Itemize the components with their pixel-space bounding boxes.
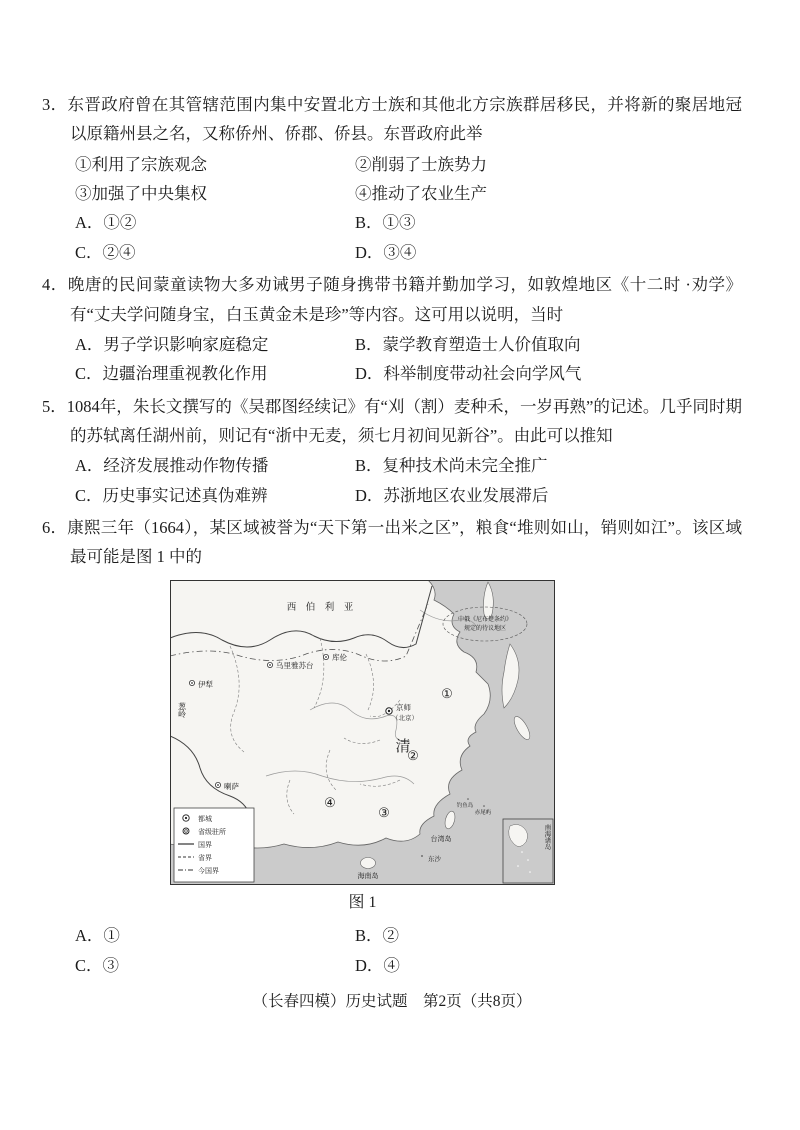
question-6-stem: [42, 513, 742, 572]
legend-province-border: 省界: [198, 853, 212, 862]
qing-dynasty-map: [170, 580, 555, 885]
legend-capital: 都城: [198, 814, 212, 823]
treaty-label-line1: 中俄《尼布楚条约》: [457, 616, 513, 623]
marker-3: ③: [378, 804, 390, 820]
choice-c: C．③: [75, 955, 120, 975]
question-5-choices-row-2: [42, 481, 742, 510]
marker-2: ②: [407, 747, 419, 763]
label-kulun: 库伦: [332, 652, 347, 662]
choice-d: D．③④: [355, 242, 417, 262]
legend-national-border: 国界: [198, 840, 212, 849]
question-4-choices-row-2: [42, 359, 742, 388]
question-4: [42, 270, 742, 388]
label-nanhai: 南海诸岛: [543, 823, 551, 850]
marker-1: ①: [441, 685, 453, 701]
question-5-number: 5．: [42, 396, 67, 416]
question-6-choices-row-2: [42, 951, 742, 980]
choice-a: A．经济发展推动作物传播: [75, 456, 269, 476]
label-yili: 伊犁: [198, 679, 213, 689]
label-congling: 葱岭: [177, 701, 187, 718]
choice-a: A．男子学识影响家庭稳定: [75, 334, 269, 354]
question-6-choices-row-1: [42, 921, 742, 950]
label-lasa: 喇萨: [224, 781, 239, 791]
question-4-choices-row-1: [42, 330, 742, 359]
subopt-2: ②削弱了士族势力: [355, 154, 487, 174]
subopt-3: ③加强了中央集权: [75, 184, 207, 204]
question-3-subopts-row-2: [42, 179, 742, 208]
question-3: [42, 90, 742, 267]
islet-diaoyu: [467, 798, 469, 800]
subopt-4: ④推动了农业生产: [355, 184, 487, 204]
legend-modern-border: 今国界: [198, 866, 219, 875]
figure-caption: 图 1: [348, 893, 377, 911]
question-3-text: 东晋政府曾在其管辖范围内集中安置北方士族和其他北方宗族群居移民，并将新的聚居地冠以原籍州县之名，又称侨州、侨郡、侨县。东晋政府此举: [67, 95, 743, 144]
choice-b: B．①③: [355, 213, 416, 233]
label-chiwei: 赤尾屿: [474, 809, 492, 816]
label-diaoyu: 钓鱼岛: [456, 802, 474, 809]
islet-dongsha: [421, 855, 423, 857]
page-footer: （长春四模）历史试题 第2页（共8页）: [252, 992, 532, 1010]
choice-b: B．②: [355, 926, 400, 946]
choice-c: C．②④: [75, 242, 136, 262]
question-4-number: 4．: [42, 275, 68, 295]
choice-b: B．蒙学教育塑造士人价值取向: [355, 334, 581, 354]
question-4-stem: [42, 270, 742, 329]
label-beijing: （北京）: [392, 714, 418, 722]
marker-4: ④: [324, 794, 336, 810]
map-figure: [170, 580, 555, 917]
question-6-number: 6．: [42, 518, 68, 538]
question-3-stem: [42, 90, 742, 149]
choice-c: C．历史事实记述真伪难辨: [75, 485, 268, 505]
label-taiwan: 台湾岛: [430, 834, 452, 843]
question-3-number: 3．: [42, 95, 68, 114]
question-5-stem: [42, 392, 742, 451]
choice-b: B．复种技术尚未完全推广: [355, 456, 548, 476]
label-jingshi: 京师: [396, 702, 411, 712]
choice-d: D．科举制度带动社会向学风气: [355, 364, 582, 384]
subopt-1: ①利用了宗族观念: [75, 154, 207, 174]
choice-a: A．①: [75, 926, 120, 946]
label-dongsha: 东沙: [428, 855, 441, 863]
legend-provincial: 省级驻所: [198, 827, 226, 836]
choice-d: D．苏浙地区农业发展滞后: [355, 485, 549, 505]
map-inset-nanhai: [503, 819, 553, 883]
choice-d: D．④: [355, 955, 400, 975]
question-5-text: 1084年，朱长文撰写的《吴郡图经续记》有“刈（割）麦种禾，一岁再熟”的记述。几乎同时期的苏轼离任湖州前，则记有“浙中无麦，须七月初间见新谷”。由此可以推知: [66, 396, 742, 445]
map-legend: [174, 808, 254, 882]
question-4-text: 晚唐的民间蒙童读物大多劝诫男子随身携带书籍并勤加学习，如敦煌地区《十二时 ·劝学》有“丈夫学问随身宝，白玉黄金未是珍”等内容。这可用以说明，当时: [67, 275, 743, 324]
label-uliyasutai: 乌里雅苏台: [276, 660, 314, 670]
label-siberia: 西 伯 利 亚: [286, 602, 354, 613]
islet-chiwei: [483, 805, 485, 807]
island-hainan: [361, 857, 376, 868]
question-6-text: 康熙三年（1664），某区域被誉为“天下第一出米之区”，粮食“堆则如山，销则如江”。该区域最可能是图 1 中的: [67, 518, 742, 567]
treaty-label-line2: 规定的待议地区: [463, 625, 507, 632]
question-3-choices-row-1: [42, 208, 742, 237]
question-3-subopts-row-1: [42, 150, 742, 179]
choice-c: C．边疆治理重视教化作用: [75, 364, 268, 384]
question-5-choices-row-1: [42, 451, 742, 480]
question-3-choices-row-2: [42, 238, 742, 267]
question-6: [42, 513, 742, 980]
choice-a: A．①②: [75, 213, 137, 233]
label-hainan: 海南岛: [357, 871, 379, 880]
question-5: [42, 392, 742, 510]
label-qing: 清: [395, 738, 411, 755]
